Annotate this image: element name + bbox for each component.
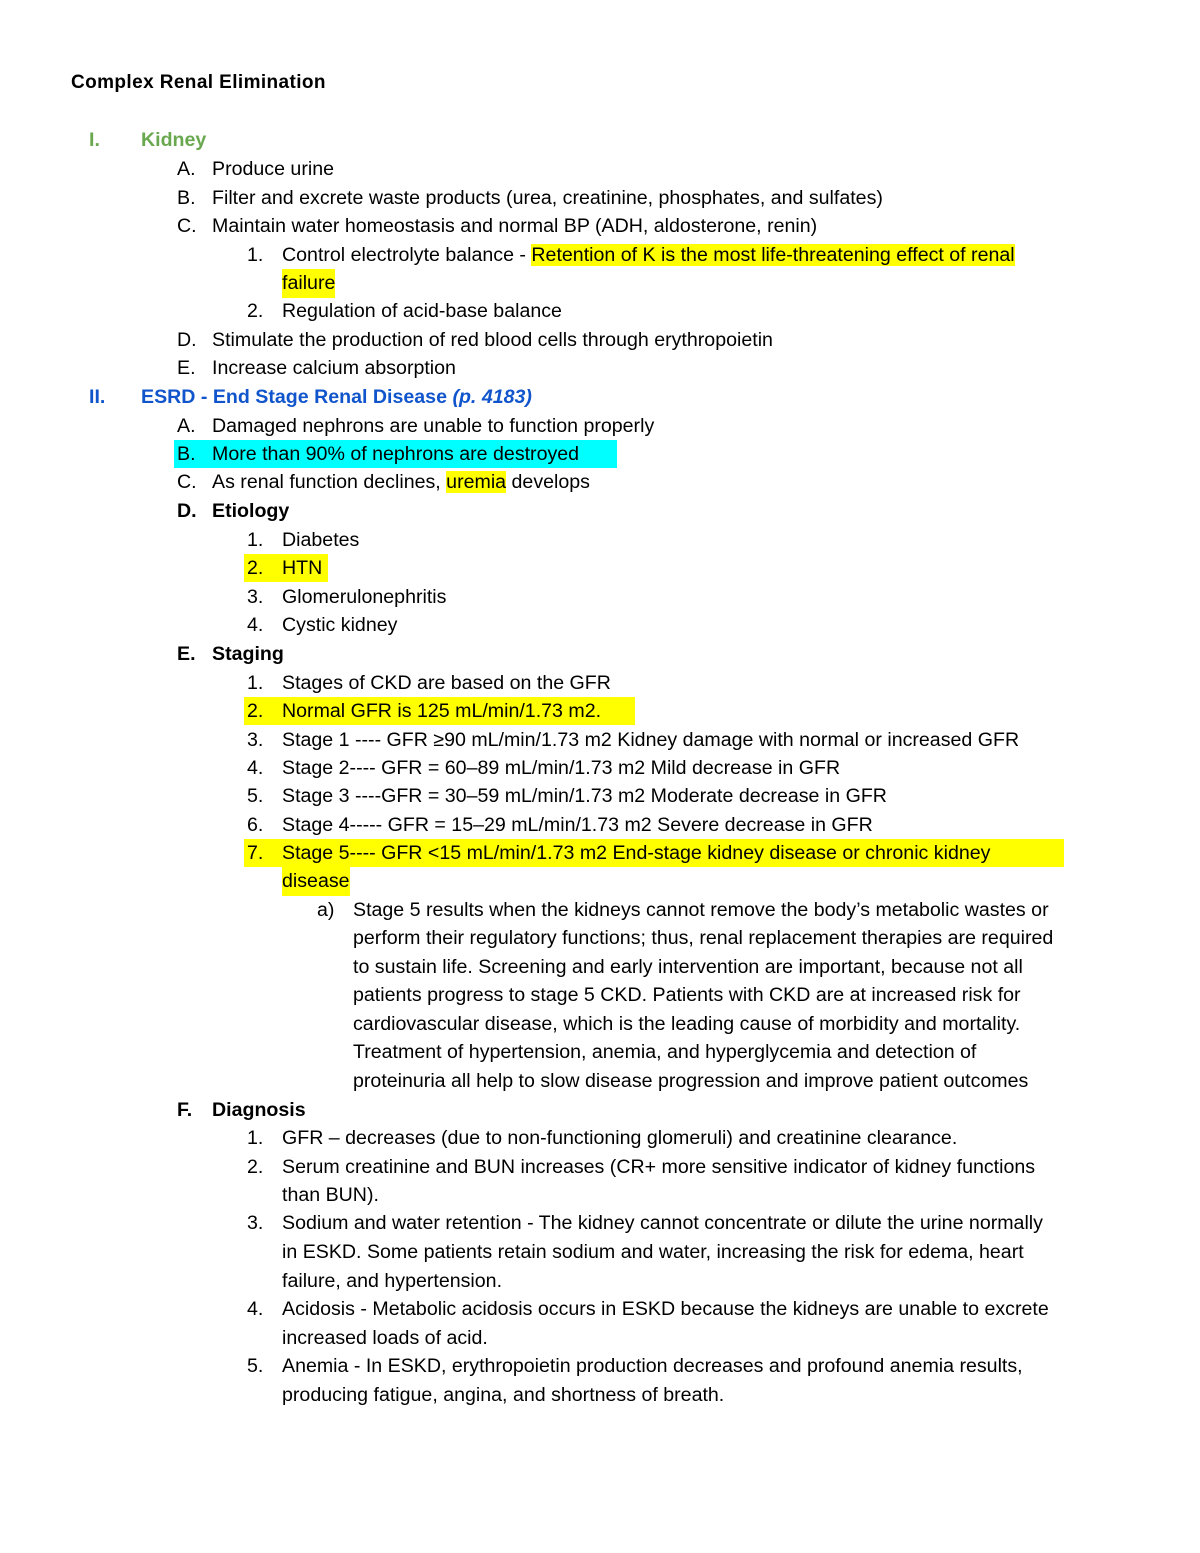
highlighted-text: uremia bbox=[446, 471, 507, 493]
highlighted-text: Retention of K is the most life-threatening effect of renal bbox=[531, 244, 1015, 266]
highlighted-text: disease bbox=[282, 867, 350, 896]
section-title: ESRD - End Stage Renal Disease bbox=[141, 386, 453, 408]
highlighted-text: failure bbox=[282, 269, 335, 298]
list-marker: I. bbox=[89, 129, 100, 151]
list-marker: II. bbox=[89, 386, 106, 408]
section-title: Kidney bbox=[141, 129, 207, 151]
page-reference: (p. 4183) bbox=[452, 386, 532, 408]
document-title: Complex Renal Elimination bbox=[71, 72, 326, 93]
